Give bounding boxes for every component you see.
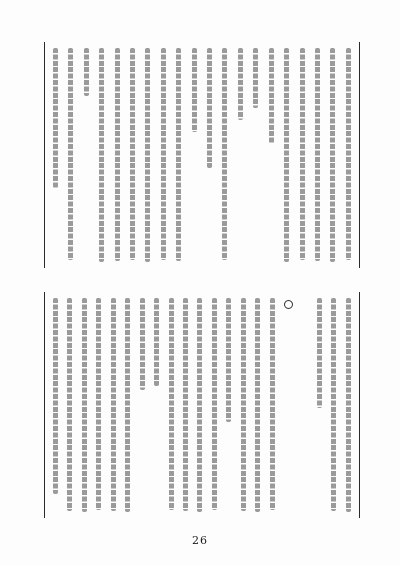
text-line [154,298,159,386]
text-line [99,48,104,262]
text-line [346,48,351,260]
text-line [176,48,181,261]
section-break [302,292,307,518]
text-line [238,48,243,120]
text-line [330,48,335,262]
text-line [197,298,202,512]
text-line [270,298,275,510]
text-line [67,298,72,511]
text-line [255,298,260,512]
text-line [169,298,174,510]
text-line [145,48,150,262]
text-line [192,48,197,132]
text-column-lower [44,292,360,518]
text-line [222,48,227,260]
text-line [183,298,188,511]
text-line [212,298,217,510]
text-line [82,298,87,512]
text-line [111,298,116,511]
text-line [161,48,166,260]
text-line [130,48,135,260]
section-marker-icon [284,300,293,309]
text-line [68,48,73,260]
text-line [300,48,305,260]
text-line [226,298,231,422]
text-line [269,48,274,144]
text-line [315,48,320,261]
text-line [125,298,130,512]
text-line [284,48,289,262]
text-line [140,298,145,390]
text-line [96,298,101,510]
text-line [241,298,246,511]
text-line [346,298,351,512]
text-line [115,48,120,261]
text-line [84,48,89,96]
text-line [317,298,322,408]
text-line [53,48,58,188]
text-line [253,48,258,108]
text-line [331,298,336,511]
text-column-upper [44,42,360,268]
page-number: 26 [192,534,208,547]
text-line [53,298,58,494]
text-line [207,48,212,168]
